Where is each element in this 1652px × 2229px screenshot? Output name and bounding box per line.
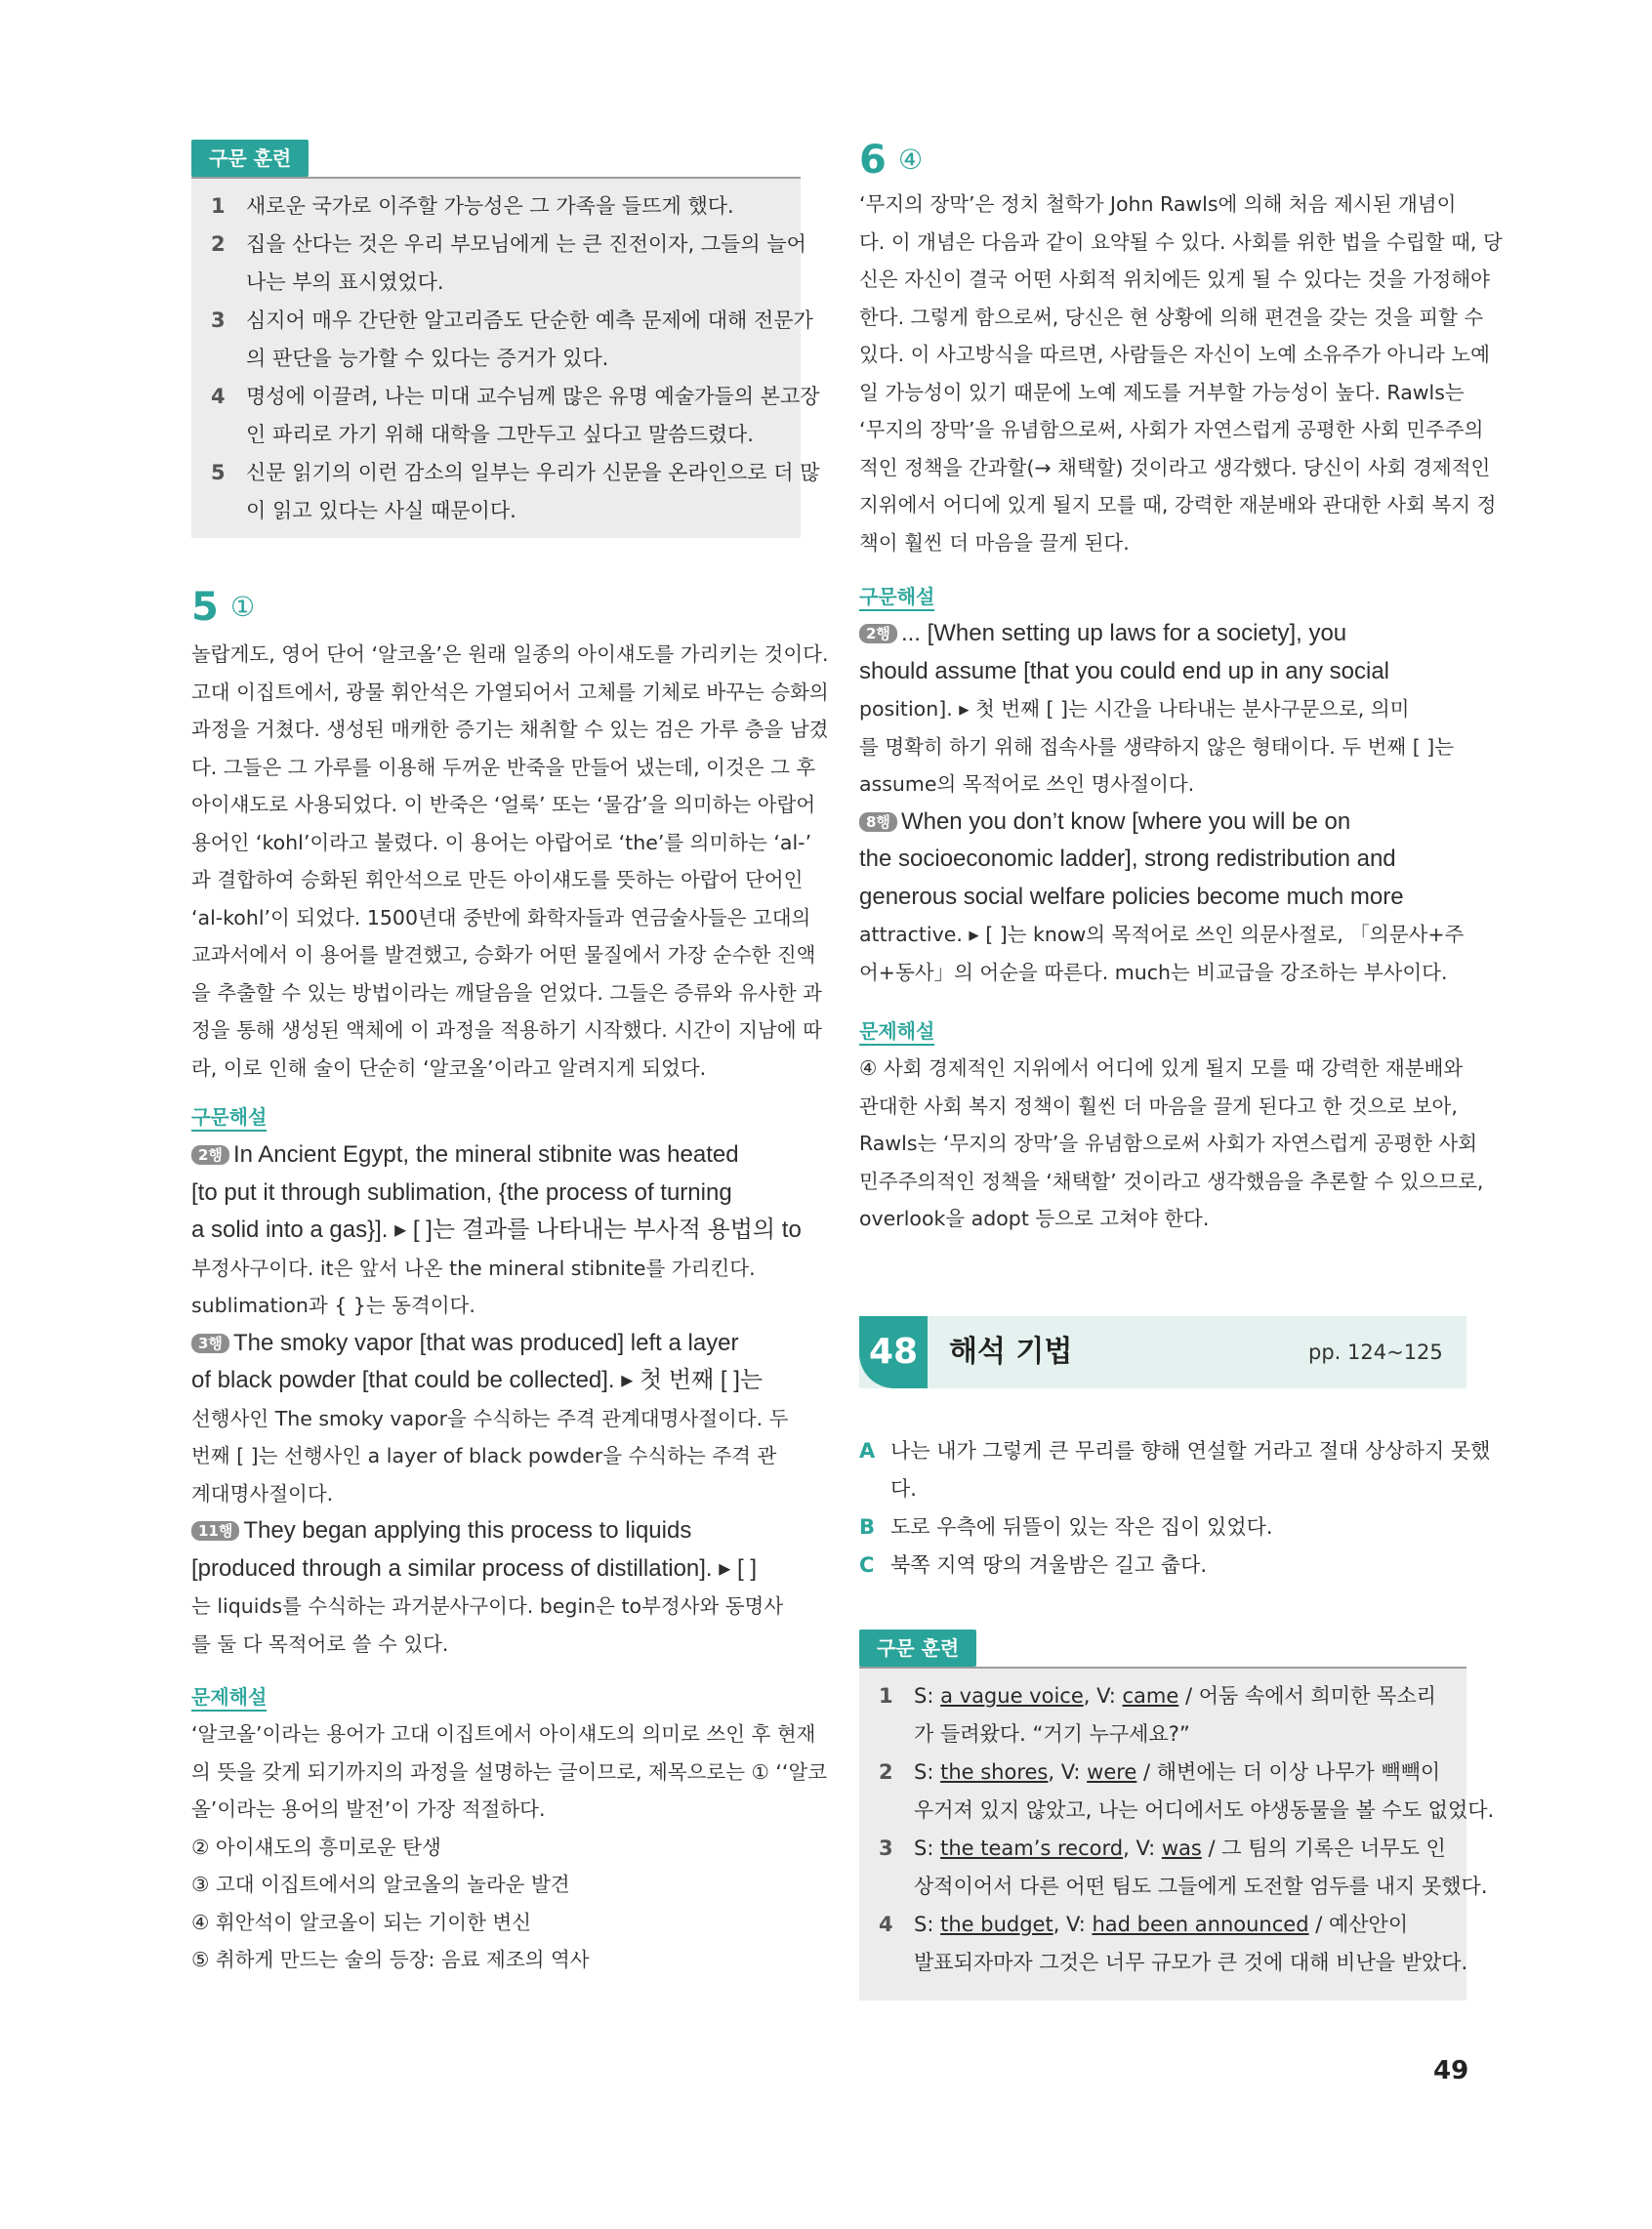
- commentary-line: 를 둘 다 목적어로 쓸 수 있다.: [191, 1631, 449, 1656]
- item-number: 4: [879, 1913, 893, 1936]
- item-text: 발표되자마자 그것은 너무 규모가 큰 것에 대해 비난을 받았다.: [914, 1951, 1468, 1974]
- text-line: 한다. 그렇게 함으로써, 당신은 현 상황에 의해 편견을 갖는 것을 피할 수: [859, 305, 1484, 329]
- example-item: [859, 1508, 1466, 1547]
- text-line: ‘al-kohl’이 되었다. 1500년대 중반에 화학자들과 연금술사들은 고대의: [191, 905, 811, 929]
- syntax-commentary-label: 구문해설: [859, 584, 934, 611]
- text-line: ③ 고대 이집트에서의 알코올의 놀라운 발견: [191, 1873, 570, 1896]
- commentary-line: attractive. ▸ [ ]는 know의 목적어로 쓰인 의문사절로, 「의문사+주: [859, 923, 1465, 946]
- text-line: 과 결합하여 승화된 휘안석으로 만든 아이섀도를 뜻하는 아랍어 단어인: [191, 868, 804, 891]
- subject: the team’s record: [940, 1837, 1124, 1860]
- training-item: [879, 1830, 1488, 1906]
- text-line: 지위에서 어디에 있게 될지 모를 때, 강력한 재분배와 관대한 사회 복지 정: [859, 493, 1497, 516]
- text-line: 의 뜻을 갖게 되기까지의 과정을 설명하는 글이므로, 제목으로는 ① ‘‘알코: [191, 1759, 828, 1784]
- answer-mark: ④: [898, 144, 924, 176]
- item-text: 심지어 매우 간단한 알고리즘도 단순한 예측 문제에 대해 전문가: [246, 309, 813, 332]
- commentary-line: sublimation과 { }는 동격이다.: [191, 1294, 475, 1317]
- verb: was: [1161, 1837, 1202, 1860]
- text-line: ‘무지의 장막’을 유념함으로써, 사회가 자연스럽게 공평한 사회 민주주의: [859, 418, 1484, 441]
- unit-title: 해석 기법: [949, 1335, 1073, 1369]
- item-text: 새로운 국가로 이주할 가능성은 그 가족을 들뜨게 했다.: [246, 194, 734, 218]
- training-item: [211, 378, 820, 454]
- text-line: 다. 그들은 그 가루를 이용해 두꺼운 반죽을 만들어 냈는데, 이것은 그 후: [191, 755, 816, 779]
- line-badge: 11행: [191, 1521, 239, 1541]
- text-line: ④ 휘안석이 알코올이 되는 기이한 변신: [191, 1910, 532, 1934]
- commentary-line: 선행사인 The smoky vapor을 수식하는 주격 관계대명사절이다. 두: [191, 1406, 789, 1430]
- line-badge: 3행: [191, 1334, 229, 1353]
- commentary-line: 어+동사」의 어순을 따른다. much는 비교급을 강조하는 부사이다.: [859, 960, 1448, 984]
- verb: came: [1122, 1684, 1179, 1708]
- line-badge: 8행: [859, 812, 897, 832]
- commentary-line: assume의 목적어로 쓰인 명사절이다.: [859, 772, 1195, 796]
- line-badge: 2행: [859, 624, 897, 643]
- text-line: 아이섀도로 사용되었다. 이 반죽은 ‘얼룩’ 또는 ‘물감’을 의미하는 아랍어: [191, 793, 816, 816]
- syntax-training-tag: 구문 훈련: [191, 140, 309, 177]
- text-line: ⑤ 취하게 만드는 술의 등장: 음료 제조의 역사: [191, 1948, 590, 1971]
- commentary-line: should assume [that you could end up in any social: [859, 657, 1390, 684]
- item-text: 가 들려왔다. “거기 누구세요?”: [914, 1722, 1190, 1746]
- item-text: S: the shores, V: were / 해변에는 더 이상 나무가 빽빽이: [914, 1760, 1441, 1784]
- text-line: 정을 통해 생성된 액체에 이 과정을 적용하기 시작했다. 시간이 지남에 따: [191, 1018, 822, 1042]
- subject: the shores: [940, 1760, 1049, 1784]
- text-line: ‘알코올’이라는 용어가 고대 이집트에서 아이섀도의 의미로 쓰인 후 현재: [191, 1722, 816, 1746]
- commentary-line: [to put it through sublimation, {the process of turning: [191, 1178, 732, 1206]
- commentary-line: [produced through a similar process of distillation]. ▸ [ ]: [191, 1554, 757, 1582]
- item-number: 3: [211, 309, 226, 332]
- training-item: [879, 1677, 1455, 1754]
- training-item: [879, 1906, 1468, 1982]
- question-number: 5: [191, 585, 219, 630]
- example-key: A: [859, 1439, 876, 1463]
- training-item: [211, 302, 813, 378]
- item-text: S: the team’s record, V: was / 그 팀의 기록은 너무도 인: [914, 1837, 1446, 1860]
- item-number: 1: [879, 1684, 893, 1708]
- subject: the budget: [940, 1913, 1053, 1936]
- commentary-line: When you don’t know [where you will be on: [900, 807, 1351, 835]
- text-line: 신은 자신이 결국 어떤 사회적 위치에든 있게 될 수 있다는 것을 가정해야: [859, 268, 1490, 291]
- text-line: 적인 정책을 간과할(→ 채택할) 것이라고 생각했다. 당신이 사회 경제적인: [859, 455, 1491, 479]
- item-text: S: a vague voice, V: came / 어둠 속에서 희미한 목소리: [914, 1684, 1436, 1708]
- text-line: 있다. 이 사고방식을 따르면, 사람들은 자신이 노예 소유주가 아니라 노예: [859, 343, 1490, 366]
- question-number: 6: [859, 138, 887, 183]
- item-text: 인 파리로 가기 위해 대학을 그만두고 싶다고 말씀드렸다.: [246, 423, 754, 446]
- problem-commentary-label: 문제해설: [191, 1684, 267, 1712]
- problem-commentary-label: 문제해설: [859, 1018, 934, 1046]
- commentary-line: 계대명사절이다.: [191, 1481, 334, 1506]
- commentary-line: 를 명확히 하기 위해 접속사를 생략하지 않은 형태이다. 두 번째 [ ]는: [859, 734, 1455, 759]
- syntax-commentary-label: 구문해설: [191, 1104, 267, 1132]
- item-number: 2: [211, 232, 226, 256]
- item-number: 2: [879, 1760, 893, 1784]
- item-number: 1: [211, 194, 226, 218]
- example-text: 북쪽 지역 땅의 겨울밤은 길고 춥다.: [890, 1553, 1208, 1577]
- text-line: 민주주의적인 정책을 ‘채택할’ 것이라고 생각했음을 추론할 수 있으므로,: [859, 1169, 1484, 1193]
- line-badge: 2행: [191, 1145, 229, 1165]
- item-text: 명성에 이끌려, 나는 미대 교수님께 많은 유명 예술가들의 본고장: [246, 385, 820, 408]
- commentary-line: of black powder [that could be collected]. ▸ 첫 번째 [ ]는: [191, 1367, 764, 1393]
- commentary-line: 는 liquids를 수식하는 과거분사구이다. begin은 to부정사와 동명사: [191, 1594, 784, 1618]
- unit-number: 48: [859, 1316, 928, 1388]
- unit-pages: pp. 124~125: [1308, 1341, 1443, 1364]
- text-line: Rawls는 ‘무지의 장막’을 유념함으로써 사회가 자연스럽게 공평한 사회: [859, 1132, 1478, 1155]
- item-text: 의 판단을 능가할 수 있다는 증거가 있다.: [246, 347, 609, 370]
- translation-text: [859, 186, 1503, 561]
- verb: had been announced: [1092, 1913, 1309, 1936]
- training-item: [879, 1754, 1495, 1830]
- item-number: 3: [879, 1837, 893, 1860]
- training-item: [211, 187, 787, 226]
- example-key: B: [859, 1515, 876, 1539]
- problem-commentary: [191, 1715, 827, 1979]
- text-line: 놀랍게도, 영어 단어 ‘알코올’은 원래 일종의 아이섀도를 가리키는 것이다.: [191, 642, 829, 666]
- example-item: [859, 1432, 1491, 1508]
- example-text: 도로 우측에 뒤뜰이 있는 작은 집이 있었다.: [890, 1515, 1273, 1539]
- text-line: 관대한 사회 복지 정책이 훨씬 더 마음을 끌게 된다고 한 것으로 보아,: [859, 1094, 1458, 1118]
- commentary-line: generous social welfare policies become much more: [859, 883, 1404, 910]
- text-line: ‘무지의 장막’은 정치 철학가 John Rawls에 의해 처음 제시된 개념이: [859, 192, 1457, 216]
- text-line: 과정을 거쳤다. 생성된 매캐한 증기는 채취할 수 있는 검은 가루 층을 남겼: [191, 718, 829, 741]
- text-line: 용어인 ‘kohl’이라고 불렸다. 이 용어는 아랍어로 ‘the’를 의미하는 ‘al-’: [191, 830, 812, 854]
- example-text: 나는 내가 그렇게 큰 무리를 향해 연설할 거라고 절대 상상하지 못했: [890, 1439, 1491, 1463]
- text-line: 올’이라는 용어의 발전’이 가장 적절하다.: [191, 1797, 546, 1821]
- item-text: 집을 산다는 것은 우리 부모님에게 는 큰 진전이자, 그들의 늘어: [246, 232, 806, 256]
- item-number: 5: [211, 461, 226, 484]
- item-text: 우거져 있지 않았고, 나는 어디에서도 야생동물을 볼 수도 없었다.: [914, 1798, 1495, 1822]
- item-text: 나는 부의 표시였었다.: [246, 270, 444, 294]
- training-item: [211, 454, 820, 530]
- text-line: ② 아이섀도의 흥미로운 탄생: [191, 1835, 441, 1859]
- answer-mark: ①: [230, 591, 256, 623]
- translation-text: [191, 636, 829, 1087]
- item-text: 상적이어서 다른 어떤 팀도 그들에게 도전할 엄두를 내지 못했다.: [914, 1875, 1488, 1898]
- example-key: C: [859, 1553, 875, 1577]
- syntax-commentary: [859, 615, 1464, 991]
- training-item: [211, 226, 806, 302]
- text-line: 교과서에서 이 용어를 발견했고, 승화가 어떤 물질에서 가장 순수한 진액: [191, 943, 816, 967]
- verb: were: [1087, 1760, 1137, 1784]
- text-line: ④ 사회 경제적인 지위에서 어디에 있게 될지 모를 때 강력한 재분배와: [859, 1056, 1464, 1080]
- syntax-commentary: [191, 1136, 802, 1663]
- problem-commentary: [859, 1050, 1483, 1238]
- subject: a vague voice: [940, 1684, 1084, 1708]
- text-line: 라, 이로 인해 술이 단순히 ‘알코올’이라고 알려지게 되었다.: [191, 1055, 707, 1080]
- commentary-line: They began applying this process to liquids: [243, 1517, 692, 1544]
- text-line: 책이 훨씬 더 마음을 끌게 된다.: [859, 530, 1130, 555]
- commentary-line: In Ancient Egypt, the mineral stibnite was heated: [232, 1141, 739, 1168]
- commentary-line: 번째 [ ]는 선행사인 a layer of black powder을 수식하는 주격 관: [191, 1444, 777, 1467]
- text-line: overlook을 adopt 등으로 고쳐야 한다.: [859, 1207, 1210, 1230]
- item-text: 신문 읽기의 이런 감소의 일부는 우리가 신문을 온라인으로 더 많: [246, 461, 820, 484]
- text-line: 을 추출할 수 있는 방법이라는 깨달음을 얻었다. 그들은 증류와 유사한 과: [191, 980, 822, 1005]
- commentary-line: 부정사구이다. it은 앞서 나온 the mineral stibnite를 가리킨다.: [191, 1256, 756, 1280]
- item-number: 4: [211, 385, 226, 408]
- text-line: 다. 이 개념은 다음과 같이 요약될 수 있다. 사회를 위한 법을 수립할 때, 당: [859, 229, 1503, 254]
- text-line: 고대 이집트에서, 광물 휘안석은 가열되어서 고체를 기체로 바꾸는 승화의: [191, 680, 829, 704]
- example-item: [859, 1547, 1466, 1585]
- item-text: 이 읽고 있다는 사실 때문이다.: [246, 499, 516, 522]
- item-text: S: the budget, V: had been announced / 예산안이: [914, 1913, 1409, 1936]
- page-number: 49: [1433, 2056, 1469, 2085]
- text-line: 일 가능성이 있기 때문에 노예 제도를 거부할 가능성이 높다. Rawls는: [859, 380, 1465, 404]
- commentary-line: the socioeconomic ladder], strong redistribution and: [859, 846, 1396, 872]
- commentary-line: The smoky vapor [that was produced] left a layer: [232, 1329, 739, 1356]
- syntax-training-tag: 구문 훈련: [859, 1630, 976, 1667]
- example-text: 다.: [890, 1477, 917, 1501]
- commentary-line: a solid into a gas}]. ▸ [ ]는 결과를 나타내는 부사적 용법의 to: [191, 1217, 802, 1243]
- commentary-line: position]. ▸ 첫 번째 [ ]는 시간을 나타내는 분사구문으로, 의미: [859, 697, 1410, 721]
- commentary-line: ... [When setting up laws for a society], you: [900, 620, 1347, 646]
